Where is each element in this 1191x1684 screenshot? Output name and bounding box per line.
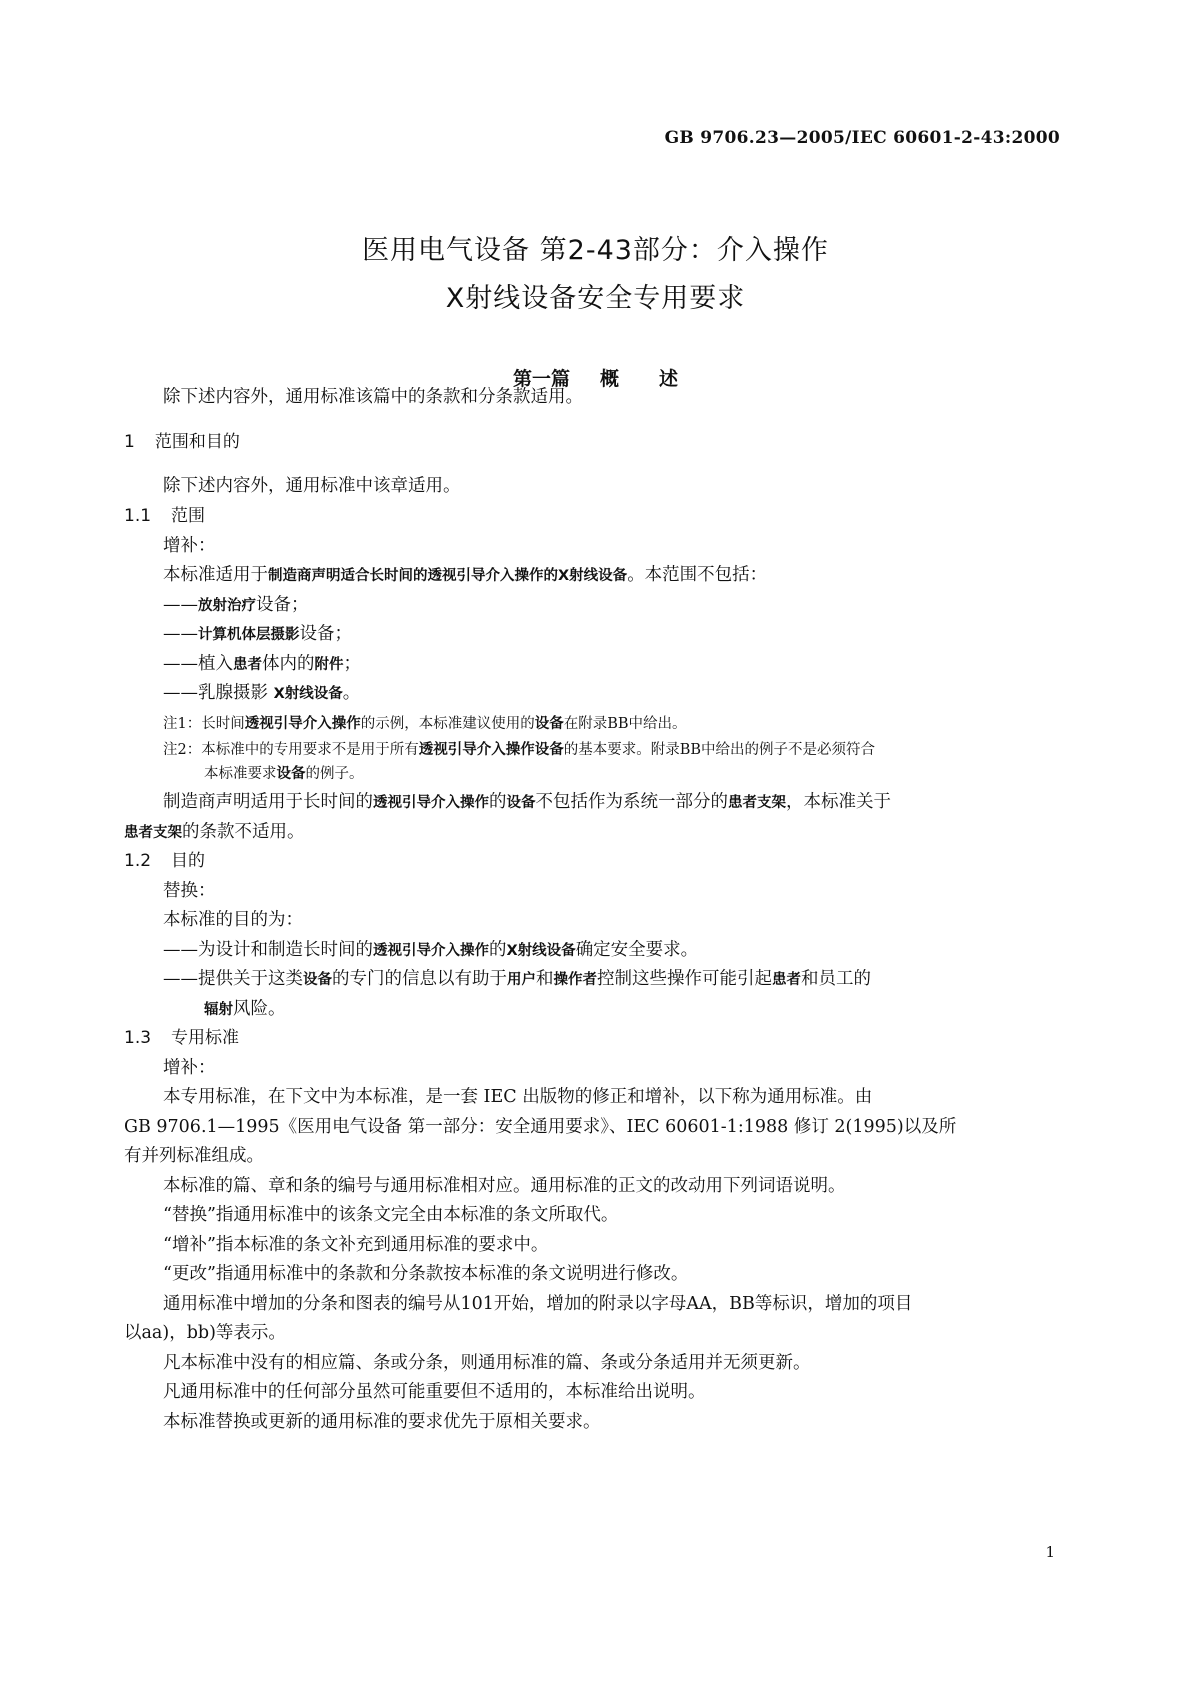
section-title: 专用标准 [171,1028,240,1048]
text: 的例子。 [305,766,364,782]
chapter-part2: 概 [599,368,619,390]
paragraph-continuation: 有并列标准组成。 [124,1146,264,1166]
defined-term: 放射治疗 [198,598,256,614]
dash: —— [163,595,198,615]
note-1 [163,713,687,735]
defined-term: 附件 [314,657,344,673]
list-item-continuation [204,998,286,1021]
scope-sentence [163,564,767,587]
section-title: 范围 [171,506,206,526]
section-heading-1 [124,431,240,453]
paragraph: “增补”指本标准的条文补充到通用标准的要求中。 [163,1235,549,1255]
section-number: 1.3 [124,1028,152,1048]
amendment-label: 增补： [163,1058,216,1078]
text: ——提供关于这类 [163,969,303,989]
defined-term: 患者支架 [728,795,786,811]
defined-term: 设备 [276,766,306,782]
defined-term: 制造商声明适合长时间的 [268,568,428,584]
text: 制造商声明适用于长时间的 [163,792,373,812]
amendment-label: 替换： [163,881,216,901]
paragraph-continuation: GB 9706.1—1995《医用电气设备 第一部分：安全通用要求》、IEC 60601-1:1988 修订 2(1995)以及所 [124,1117,957,1137]
standard-code: GB 9706.23—2005/IEC 60601-2-43:2000 [664,128,1060,148]
defined-term: 计算机体层摄影 [198,627,300,643]
text: ——为设计和制造长时间的 [163,940,373,960]
page-number: 1 [1045,1543,1055,1561]
text: 的条款不适用。 [182,822,305,842]
text: 体内的 [262,654,315,674]
list-item [163,682,360,705]
document-title-line1: 医用电气设备 第2-43部分：介入操作 [362,235,829,266]
section-title: 范围和目的 [154,432,240,452]
text: 在附录BB中给出。 [563,716,687,732]
text: 不包括作为系统一部分的 [535,792,728,812]
defined-term: 操作者 [553,972,597,988]
text: 的 [489,792,507,812]
text: 的专门的信息以有助于 [332,969,507,989]
defined-term: 透视引导介入操作的 [427,568,558,584]
defined-term: 透视引导介入操作设备 [418,742,564,758]
defined-term: X射线设备 [558,568,628,584]
defined-term: X射线设备 [506,943,576,959]
text: ； [343,654,361,674]
list-item [163,939,698,962]
text: 。 [342,683,361,703]
defined-term: 设备 [303,972,332,988]
defined-term: 设备 [506,795,536,811]
text: ——植入 [163,654,233,674]
paragraph: 凡通用标准中的任何部分虽然可能重要但不适用的，本标准给出说明。 [163,1382,706,1402]
note-2 [163,739,875,761]
note-2-continuation [204,763,364,785]
paragraph-continuation: 以aa)，bb)等表示。 [124,1323,286,1343]
section-title: 目的 [171,851,206,871]
text: 本标准要求 [204,766,277,782]
document-title-line2: X射线设备安全专用要求 [445,283,746,314]
defined-term: 设备 [534,716,564,732]
paragraph: 本标准替换或更新的通用标准的要求优先于原相关要求。 [163,1412,601,1432]
defined-term: 透视引导介入操作 [373,943,489,959]
list-item [163,653,361,676]
paragraph: “更改”指通用标准中的条款和分条款按本标准的条文说明进行修改。 [163,1264,689,1284]
text: 设备； [299,624,352,644]
paragraph-continuation [124,821,305,844]
paragraph: “替换”指通用标准中的该条文完全由本标准的条文所取代。 [163,1205,619,1225]
dash: —— [163,624,198,644]
text: 设备； [256,595,309,615]
paragraph [163,791,891,814]
paragraph: 本标准的篇、章和条的编号与通用标准相对应。通用标准的正文的改动用下列词语说明。 [163,1176,846,1196]
paragraph: 除下述内容外，通用标准中该章适用。 [163,476,461,496]
text: 风险。 [233,999,286,1019]
defined-term: 透视引导介入操作 [373,795,489,811]
list-item [163,623,352,646]
defined-term: 患者 [233,657,262,673]
text: 确定安全要求。 [575,940,699,960]
chapter-part3: 述 [659,368,679,390]
section-number: 1.1 [124,506,152,526]
text: 控制这些操作可能引起 [597,969,772,989]
text: 注2：本标准中的专用要求不是用于所有 [163,742,419,758]
section-number: 1 [124,432,135,452]
text: 。本范围不包括： [627,565,768,585]
defined-term: 透视引导介入操作 [244,716,361,732]
defined-term: X射线设备 [273,686,343,702]
section-heading-1-1 [124,505,205,527]
paragraph: 本标准的目的为： [163,910,303,930]
text: 和员工的 [801,969,871,989]
paragraph: 本专用标准，在下文中为本标准，是一套 IEC 出版物的修正和增补，以下称为通用标准。由 [163,1087,873,1107]
text: 的基本要求。附录BB中给出的例子不是必须符合 [563,742,876,758]
section-heading-1-2 [124,850,205,872]
section-number: 1.2 [124,851,152,871]
paragraph: 凡本标准中没有的相应篇、条或分条，则通用标准的篇、条或分条适用并无须更新。 [163,1353,811,1373]
paragraph: 除下述内容外，通用标准该篇中的条款和分条款适用。 [163,387,583,407]
list-item [163,594,309,617]
defined-term: 患者支架 [124,825,182,841]
text: 注1：长时间 [163,716,245,732]
paragraph: 通用标准中增加的分条和图表的编号从101开始，增加的附录以字母AA，BB等标识，增加的项目 [163,1294,913,1314]
defined-term: 用户 [507,972,536,988]
text: 的 [489,940,507,960]
text: 的示例，本标准建议使用的 [360,716,535,732]
text: 和 [536,969,554,989]
section-heading-1-3 [124,1027,239,1049]
text: 本标准适用于 [163,565,268,585]
text: ——乳腺摄影 [163,683,274,703]
amendment-label: 增补： [163,536,216,556]
chapter-part1: 第一篇 [512,368,570,390]
list-item [163,968,871,991]
defined-term: 患者 [772,972,801,988]
text: ，本标准关于 [786,792,891,812]
defined-term: 辐射 [204,1002,233,1018]
